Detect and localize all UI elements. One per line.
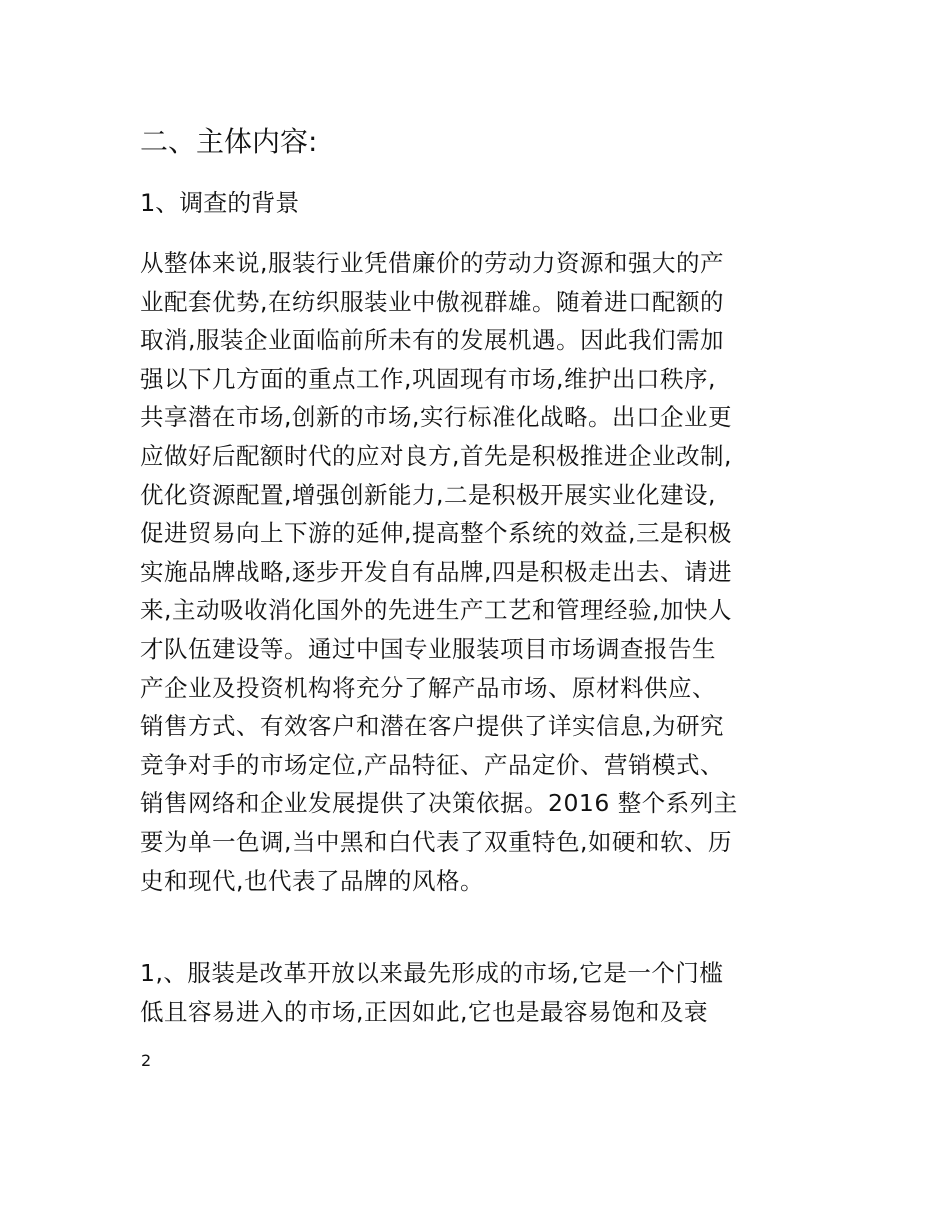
paragraph-line: 竞争对手的市场定位,产品特征、产品定价、营销模式、: [140, 750, 724, 779]
body-paragraph-2: [140, 954, 820, 1031]
page-number: 2: [141, 1051, 152, 1070]
paragraph-line: 要为单一色调,当中黑和白代表了双重特色,如硬和软、历: [140, 827, 732, 856]
section-heading: 二、主体内容:: [140, 125, 318, 158]
paragraph-line: 来,主动吸收消化国外的先进生产工艺和管理经验,加快人: [140, 596, 732, 625]
paragraph-line: 取消,服装企业面临前所未有的发展机遇。因此我们需加: [140, 326, 724, 355]
paragraph-line: 业配套优势,在纺织服装业中傲视群雄。随着进口配额的: [140, 287, 724, 316]
paragraph-line: 1,、服装是改革开放以来最先形成的市场,它是一个门槛: [140, 959, 724, 987]
paragraph-line: 应做好后配额时代的应对良方,首先是积极推进企业改制,: [140, 441, 732, 470]
paragraph-line: 才队伍建设等。通过中国专业服装项目市场调查报告生: [140, 634, 716, 663]
paragraph-line: 实施品牌战略,逐步开发自有品牌,四是积极走出去、请进: [140, 557, 732, 586]
subsection-heading: 1、调查的背景: [140, 189, 300, 217]
paragraph-line: 共享潜在市场,创新的市场,实行标准化战略。出口企业更: [140, 403, 732, 432]
paragraph-line: 强以下几方面的重点工作,巩固现有市场,维护出口秩序,: [140, 364, 716, 393]
paragraph-line: 史和现代,也代表了品牌的风格。: [140, 866, 484, 895]
paragraph-line: 促进贸易向上下游的延伸,提高整个系统的效益,三是积极: [140, 519, 732, 548]
paragraph-line: 优化资源配置,增强创新能力,二是积极开展实业化建设,: [140, 480, 716, 509]
paragraph-line: 销售方式、有效客户和潜在客户提供了详实信息,为研究: [140, 712, 724, 741]
paragraph-line: 销售网络和企业发展提供了决策依据。2016 整个系列主: [140, 789, 738, 818]
body-paragraph-1: [140, 244, 820, 900]
paragraph-line: 低且容易进入的市场,正因如此,它也是最容易饱和及衰: [140, 997, 708, 1026]
paragraph-line: 从整体来说,服装行业凭借廉价的劳动力资源和强大的产: [140, 249, 724, 277]
paragraph-line: 产企业及投资机构将充分了解产品市场、原材料供应、: [140, 673, 716, 702]
